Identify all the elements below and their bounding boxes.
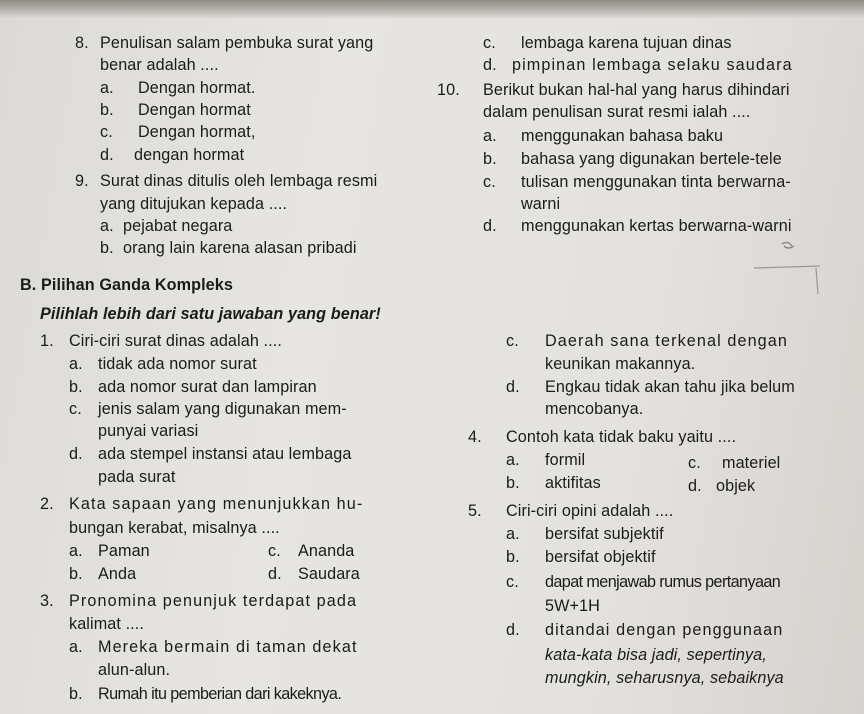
b-question-5-stem: Ciri-ciri opini adalah .... bbox=[506, 502, 674, 520]
b2-option-b: Anda bbox=[98, 565, 137, 583]
q10-option-d-letter: d. bbox=[483, 217, 497, 235]
q10-option-c-cont: warni bbox=[521, 195, 561, 213]
torn-top-edge bbox=[0, 0, 864, 18]
b3-option-b: Rumah itu pemberian dari kakeknya. bbox=[98, 685, 342, 703]
q9-option-a-letter: a. bbox=[100, 217, 114, 235]
b2-option-d: Saudara bbox=[298, 565, 360, 583]
b1-option-a: tidak ada nomor surat bbox=[98, 355, 257, 373]
b1-option-c-line1: jenis salam yang digunakan mem- bbox=[98, 400, 347, 418]
question-9-number: 9. bbox=[75, 172, 89, 190]
b1-option-d-right-line1: Engkau tidak akan tahu jika belum bbox=[545, 378, 795, 396]
b5-option-b-letter: b. bbox=[506, 548, 520, 566]
b1-option-d-right-line2: mencobanya. bbox=[545, 400, 644, 418]
b1-option-d-letter: d. bbox=[69, 445, 83, 463]
b5-option-a-letter: a. bbox=[506, 525, 520, 543]
b-question-4-stem: Contoh kata tidak baku yaitu .... bbox=[506, 428, 737, 446]
q9-option-d-letter: d. bbox=[483, 56, 497, 74]
q8-option-b: Dengan hormat bbox=[138, 101, 251, 119]
b2-option-a: Paman bbox=[98, 542, 150, 560]
question-8-number: 8. bbox=[75, 34, 89, 52]
b-question-2-number: 2. bbox=[40, 495, 54, 513]
b1-option-c-right-line2: keunikan makannya. bbox=[545, 355, 696, 373]
b2-option-a-letter: a. bbox=[69, 542, 83, 560]
q9-option-b-letter: b. bbox=[100, 239, 114, 257]
b5-option-c-line1: dapat menjawab rumus pertanyaan bbox=[545, 573, 781, 591]
q9-option-b: orang lain karena alasan pribadi bbox=[123, 239, 357, 257]
q9-option-c-letter: c. bbox=[483, 34, 496, 52]
b5-option-b: bersifat objektif bbox=[545, 548, 656, 566]
q10-option-d: menggunakan kertas berwarna-warni bbox=[521, 217, 792, 235]
b-question-1-stem: Ciri-ciri surat dinas adalah .... bbox=[69, 332, 282, 350]
b-question-4-number: 4. bbox=[468, 428, 482, 446]
b4-option-a-letter: a. bbox=[506, 451, 520, 469]
q8-option-d-letter: d. bbox=[100, 146, 114, 164]
b5-option-c-line2: 5W+1H bbox=[545, 597, 600, 615]
q8-option-d: dengan hormat bbox=[134, 146, 245, 164]
b1-option-d-right-letter: d. bbox=[506, 378, 520, 396]
b4-option-b: aktifitas bbox=[545, 474, 601, 492]
q10-option-a: menggunakan bahasa baku bbox=[521, 127, 724, 145]
b5-option-a: bersifat subjektif bbox=[545, 525, 664, 543]
b2-option-c-letter: c. bbox=[268, 542, 281, 560]
b1-option-b-letter: b. bbox=[69, 378, 83, 396]
b1-option-c-line2: punyai variasi bbox=[98, 422, 199, 440]
q10-option-c: tulisan menggunakan tinta berwarna- bbox=[521, 173, 791, 191]
q10-option-b-letter: b. bbox=[483, 150, 497, 168]
question-8-stem-line1: Penulisan salam pembuka surat yang bbox=[100, 34, 374, 52]
b1-option-c-right-line1: Daerah sana terkenal dengan bbox=[545, 332, 788, 350]
b5-option-d-line3: mungkin, seharusnya, sebaiknya bbox=[545, 669, 784, 687]
b3-option-a-letter: a. bbox=[69, 638, 83, 656]
b4-option-c: materiel bbox=[722, 454, 781, 472]
b-question-3-stem-line1: Pronomina penunjuk terdapat pada bbox=[69, 592, 358, 610]
q8-option-a-letter: a. bbox=[100, 79, 114, 97]
b1-option-b: ada nomor surat dan lampiran bbox=[98, 378, 317, 396]
q9-option-a: pejabat negara bbox=[123, 217, 233, 235]
b2-option-d-letter: d. bbox=[268, 565, 282, 583]
section-b-heading: B. Pilihan Ganda Kompleks bbox=[20, 276, 233, 294]
b1-option-a-letter: a. bbox=[69, 355, 83, 373]
b-question-3-number: 3. bbox=[40, 592, 54, 610]
b2-option-b-letter: b. bbox=[69, 565, 83, 583]
b4-option-d-letter: d. bbox=[688, 477, 702, 495]
q9-option-c: lembaga karena tujuan dinas bbox=[521, 34, 732, 52]
b-question-3-stem-line2: kalimat .... bbox=[69, 615, 144, 633]
b5-option-d-line1: ditandai dengan penggunaan bbox=[545, 621, 784, 639]
q9-option-d: pimpinan lembaga selaku saudara bbox=[512, 56, 793, 74]
b5-option-c-letter: c. bbox=[506, 573, 519, 591]
b1-option-c-letter: c. bbox=[69, 400, 82, 418]
b1-option-d-line2: pada surat bbox=[98, 468, 176, 486]
q8-option-c-letter: c. bbox=[100, 123, 113, 141]
question-9-stem-line1: Surat dinas ditulis oleh lembaga resmi bbox=[100, 172, 378, 190]
b-question-2-stem-line1: Kata sapaan yang menunjukkan hu- bbox=[69, 495, 364, 513]
q10-option-b: bahasa yang digunakan bertele-tele bbox=[521, 150, 782, 168]
b3-option-b-letter: b. bbox=[69, 685, 83, 703]
b3-option-a-line1: Mereka bermain di taman dekat bbox=[98, 638, 358, 656]
q10-option-c-letter: c. bbox=[483, 173, 496, 191]
question-10-stem-line2: dalam penulisan surat resmi ialah .... bbox=[483, 103, 751, 121]
b5-option-d-line2: kata-kata bisa jadi, sepertinya, bbox=[545, 646, 767, 664]
question-10-number: 10. bbox=[437, 81, 460, 99]
section-b-instruction: Pilihlah lebih dari satu jawaban yang benar! bbox=[40, 305, 381, 323]
q10-option-a-letter: a. bbox=[483, 127, 497, 145]
q8-option-b-letter: b. bbox=[100, 101, 114, 119]
b-question-2-stem-line2: bungan kerabat, misalnya .... bbox=[69, 519, 280, 537]
q8-option-c: Dengan hormat, bbox=[138, 123, 256, 141]
q8-option-a: Dengan hormat. bbox=[138, 79, 256, 97]
b-question-5-number: 5. bbox=[468, 502, 482, 520]
b-question-1-number: 1. bbox=[40, 332, 54, 350]
question-10-stem-line1: Berikut bukan hal-hal yang harus dihindari bbox=[483, 81, 790, 99]
question-8-stem-line2: benar adalah .... bbox=[100, 56, 219, 74]
question-9-stem-line2: yang ditujukan kepada .... bbox=[100, 195, 288, 213]
b1-option-d-line1: ada stempel instansi atau lembaga bbox=[98, 445, 352, 463]
b1-option-c-right-letter: c. bbox=[506, 332, 519, 350]
b4-option-c-letter: c. bbox=[688, 454, 701, 472]
b4-option-d: objek bbox=[716, 477, 756, 495]
b4-option-a: formil bbox=[545, 451, 586, 469]
b3-option-a-line2: alun-alun. bbox=[98, 661, 171, 679]
b2-option-c: Ananda bbox=[298, 542, 355, 560]
pencil-scribble bbox=[748, 236, 828, 298]
b5-option-d-letter: d. bbox=[506, 621, 520, 639]
b4-option-b-letter: b. bbox=[506, 474, 520, 492]
